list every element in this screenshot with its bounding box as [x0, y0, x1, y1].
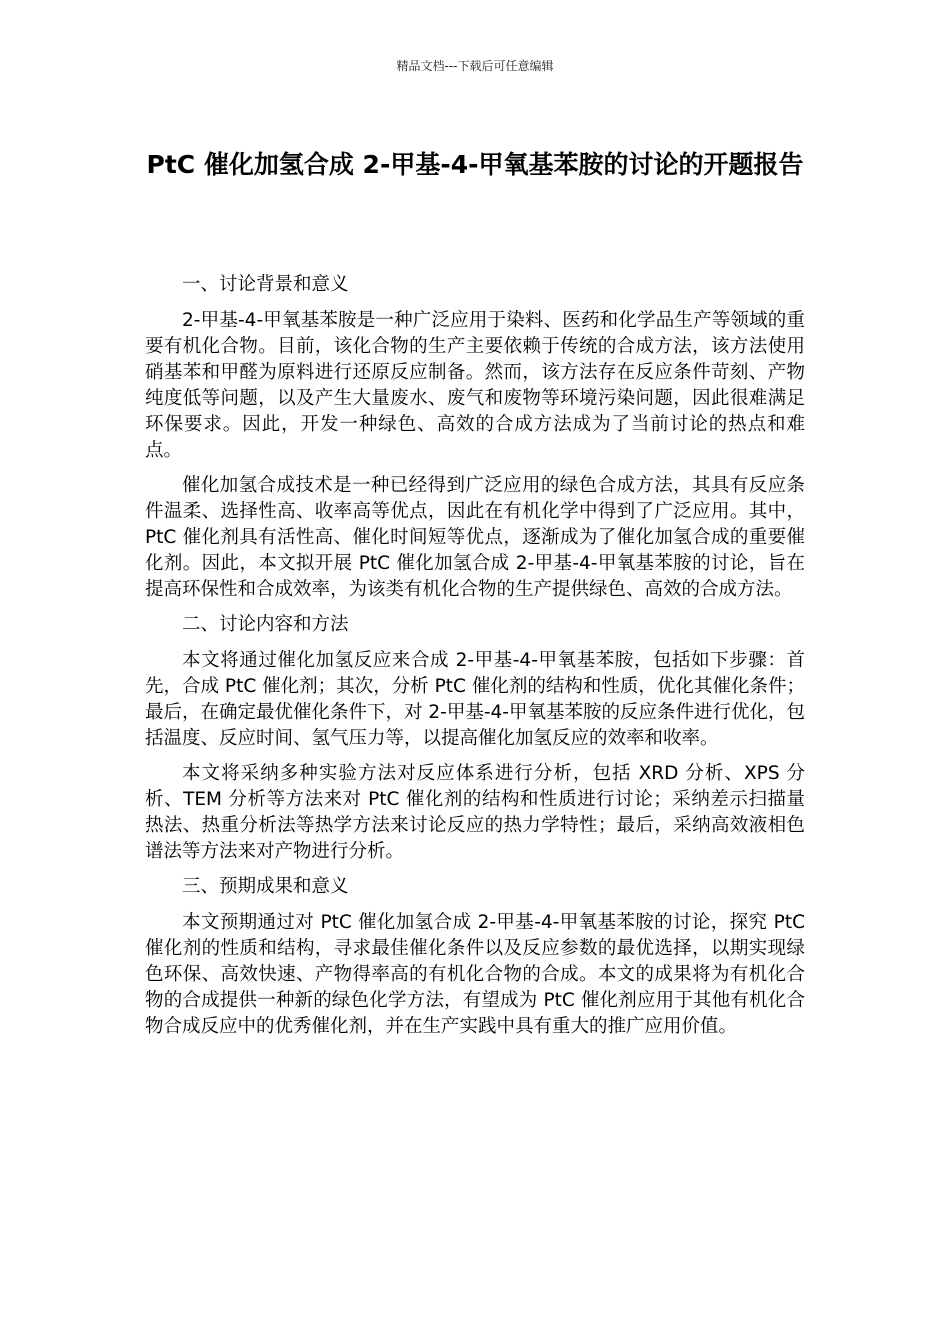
- body-paragraph: 催化加氢合成技术是一种已经得到广泛应用的绿色合成方法，其具有反应条件温柔、选择性高、收率高等优点，因此在有机化学中得到了广泛应用。其中，PtC 催化剂具有活性高、催化时间短等优点，逐渐成为了催化加氢合成的重要催化剂。因此，本文拟开展 PtC 催化加氢合成 2-甲基-4-甲氧基苯胺的讨论，旨在提高环保性和合成效率，为该类有机化合物的生产提供绿色、高效的合成方法。: [145, 475, 805, 600]
- section-heading: 三、预期成果和意义: [182, 876, 349, 897]
- section-heading: 二、讨论内容和方法: [182, 614, 349, 635]
- body-paragraph: 本文将通过催化加氢反应来合成 2-甲基-4-甲氧基苯胺，包括如下步骤：首先，合成 PtC 催化剂；其次，分析 PtC 催化剂的结构和性质，优化其催化条件；最后，在确定最优催化条件下，对 2-甲基-4-甲氧基苯胺的反应条件进行优化，包括温度、反应时间、氢气压力等，以提高催化加氢反应的效率和收率。: [145, 650, 805, 749]
- document-body: [145, 272, 805, 1049]
- header-note: 精品文档---下载后可任意编辑: [396, 59, 554, 73]
- body-paragraph: 本文将采纳多种实验方法对反应体系进行分析，包括 XRD 分析、XPS 分析、TEM 分析等方法来对 PtC 催化剂的结构和性质进行讨论；采纳差示扫描量热法、热重分析法等热学方法来讨论反应的热力学特性；最后，采纳高效液相色谱法等方法来对产物进行分析。: [145, 763, 805, 862]
- document-title: PtC 催化加氢合成 2-甲基-4-甲氧基苯胺的讨论的开题报告: [146, 150, 804, 179]
- body-paragraph: 2-甲基-4-甲氧基苯胺是一种广泛应用于染料、医药和化学品生产等领域的重要有机化合物。目前，该化合物的生产主要依赖于传统的合成方法，该方法使用硝基苯和甲醛为原料进行还原反应制备。然而，该方法存在反应条件苛刻、产物纯度低等问题，以及产生大量废水、废气和废物等环境污染问题，因此很难满足环保要求。因此，开发一种绿色、高效的合成方法成为了当前讨论的热点和难点。: [145, 310, 805, 461]
- section-heading: 一、讨论背景和意义: [182, 274, 349, 295]
- body-paragraph: 本文预期通过对 PtC 催化加氢合成 2-甲基-4-甲氧基苯胺的讨论，探究 PtC 催化剂的性质和结构，寻求最佳催化条件以及反应参数的最优选择，以期实现绿色环保、高效快速、产物得率高的有机化合物的合成。本文的成果将为有机化合物的合成提供一种新的绿色化学方法，有望成为 PtC 催化剂应用于其他有机化合物合成反应中的优秀催化剂，并在生产实践中具有重大的推广应用价值。: [145, 912, 805, 1037]
